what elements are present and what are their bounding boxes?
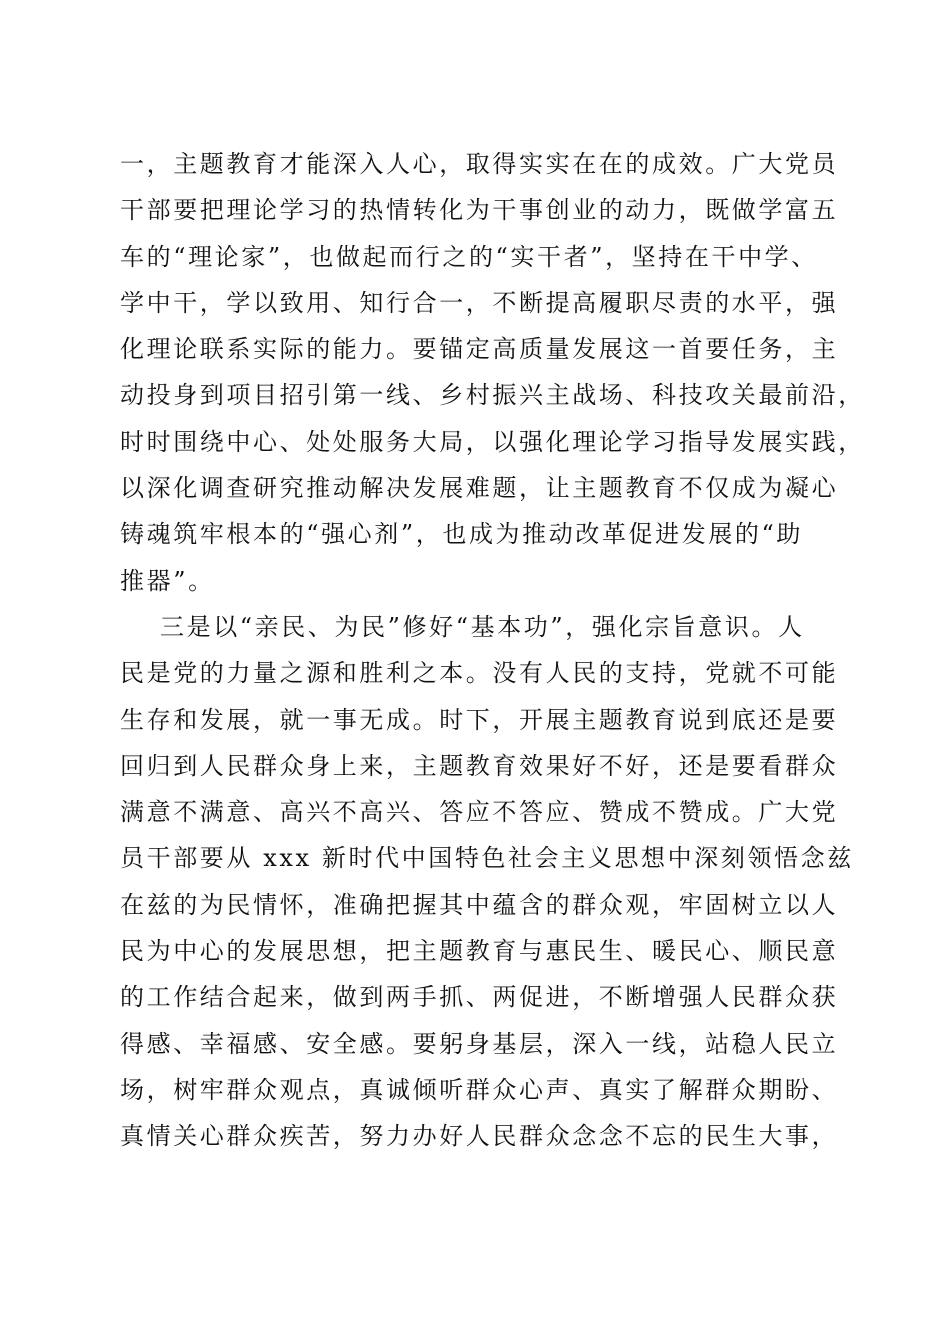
- text-line: 得感、幸福感、安全感。要躬身基层，深入一线，站稳人民立: [120, 1029, 839, 1058]
- text-line: 推器”。: [120, 566, 215, 595]
- text-line: 民为中心的发展思想，把主题教育与惠民生、暖民心、顺民意: [120, 937, 839, 966]
- text-line: 动投身到项目招引第一线、乡村振兴主战场、科技攻关最前沿，: [120, 381, 865, 410]
- paragraph-start-line: 三是以“亲民、为民”修好“基本功”，强化宗旨意识。人: [160, 612, 805, 641]
- text-line: 时时围绕中心、处处服务大局，以强化理论学习指导发展实践，: [120, 427, 865, 456]
- text-line: 民是党的力量之源和胜利之本。没有人民的支持，党就不可能: [120, 659, 839, 688]
- text-line: 车的“理论家”，也做起而行之的“实干者”，坚持在干中学、: [120, 242, 818, 271]
- text-line: 以深化调查研究推动解决发展难题，让主题教育不仅成为凝心: [120, 474, 839, 503]
- text-line: 在兹的为民情怀，准确把握其中蕴含的群众观，牢固树立以人: [120, 890, 839, 919]
- text-line: 员干部要从 xxx 新时代中国特色社会主义思想中深刻领悟念兹: [120, 844, 854, 873]
- text-line: 场，树牢群众观点，真诚倾听群众心声、真实了解群众期盼、: [120, 1075, 839, 1104]
- text-line: 学中干，学以致用、知行合一，不断提高履职尽责的水平，强: [120, 288, 839, 317]
- text-line: 化理论联系实际的能力。要锚定高质量发展这一首要任务，主: [120, 335, 839, 364]
- text-line: 生存和发展，就一事无成。时下，开展主题教育说到底还是要: [120, 705, 839, 734]
- text-line: 一，主题教育才能深入人心，取得实实在在的成效。广大党员: [120, 150, 839, 178]
- document-body: [120, 141, 865, 1160]
- text-line: 回归到人民群众身上来，主题教育效果好不好，还是要看群众: [120, 751, 839, 780]
- text-line: 干部要把理论学习的热情转化为干事创业的动力，既做学富五: [120, 196, 839, 225]
- text-line: 满意不满意、高兴不高兴、答应不答应、赞成不赞成。广大党: [120, 798, 839, 827]
- text-line: 的工作结合起来，做到两手抓、两促进，不断增强人民群众获: [120, 983, 839, 1012]
- text-line: 真情关心群众疾苦，努力办好人民群众念念不忘的民生大事，: [120, 1122, 839, 1151]
- text-line: 铸魂筑牢根本的“强心剂”，也成为推动改革促进发展的“助: [120, 520, 804, 549]
